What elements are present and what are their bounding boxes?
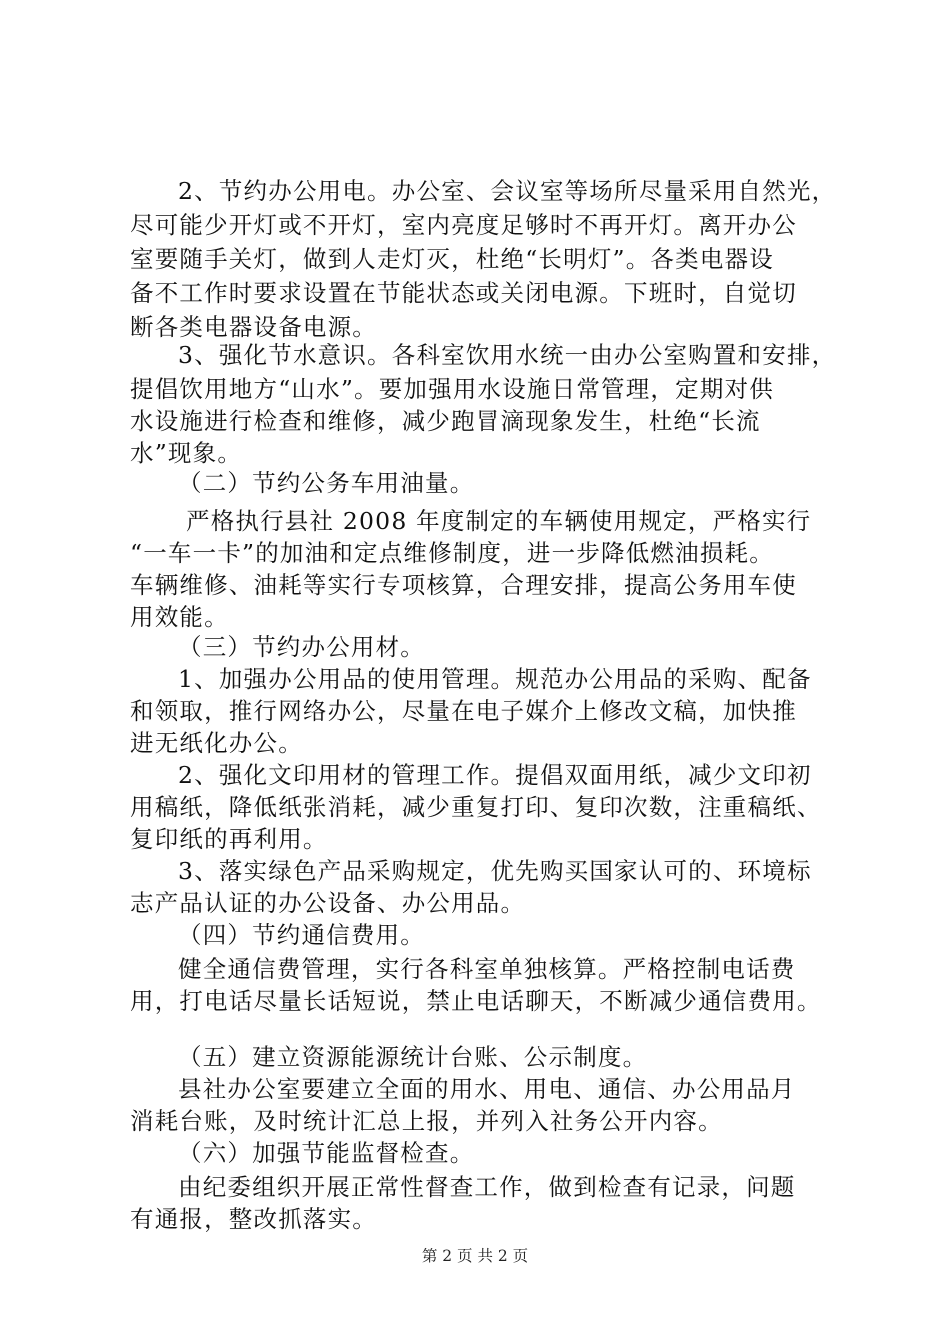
section-heading: （六）加强节能监督检查。 xyxy=(178,1139,475,1167)
paragraph-line: “一车一卡”的加油和定点维修制度，进一步降低燃油损耗。 xyxy=(130,539,774,567)
paragraph-line: 复印纸的再利用。 xyxy=(130,825,328,853)
paragraph-line: 尽可能少开灯或不开灯，室内亮度足够时不再开灯。离开办公 xyxy=(130,211,797,239)
paragraph-line: 志产品认证的办公设备、办公用品。 xyxy=(130,889,526,917)
section-heading: （二）节约公务车用油量。 xyxy=(178,469,475,497)
section-heading: （三）节约办公用材。 xyxy=(178,633,425,661)
paragraph-line: 由纪委组织开展正常性督查工作，做到检查有记录，问题 xyxy=(178,1173,796,1201)
paragraph-line: 备不工作时要求设置在节能状态或关闭电源。下班时，自觉切 xyxy=(130,279,797,307)
paragraph-line: 2、节约办公用电。办公室、会议室等场所尽量采用自然光， xyxy=(178,177,837,205)
section-heading: （四）节约通信费用。 xyxy=(178,921,425,949)
paragraph-line: 1、加强办公用品的使用管理。规范办公用品的采购、配备 xyxy=(178,665,812,693)
paragraph-line: 车辆维修、油耗等实行专项核算，合理安排，提高公务用车使 xyxy=(130,571,797,599)
paragraph-line: 用稿纸，降低纸张消耗，减少重复打印、复印次数，注重稿纸、 xyxy=(130,793,822,821)
paragraph-line: 健全通信费管理，实行各科室单独核算。严格控制电话费 xyxy=(178,955,796,983)
paragraph-line: 2、强化文印用材的管理工作。提倡双面用纸，减少文印初 xyxy=(178,761,812,789)
paragraph-line: 室要随手关灯，做到人走灯灭，杜绝“长明灯”。各类电器设 xyxy=(130,245,774,273)
paragraph-line: 有通报，整改抓落实。 xyxy=(130,1205,377,1233)
paragraph-line: 消耗台账，及时统计汇总上报，并列入社务公开内容。 xyxy=(130,1107,723,1135)
paragraph-line: 提倡饮用地方“山水”。要加强用水设施日常管理，定期对供 xyxy=(130,375,774,403)
paragraph-line: 3、强化节水意识。各科室饮用水统一由办公室购置和安排， xyxy=(178,341,837,369)
section-heading: （五）建立资源能源统计台账、公示制度。 xyxy=(178,1043,648,1071)
paragraph-line: 水设施进行检查和维修，减少跑冒滴现象发生，杜绝“长流 xyxy=(130,407,761,435)
paragraph-line: 用，打电话尽量长话短说，禁止电话聊天，不断减少通信费用。 xyxy=(130,987,822,1015)
page-number-footer: 第 2 页 共 2 页 xyxy=(421,1247,529,1265)
paragraph-line: 水”现象。 xyxy=(130,439,243,467)
paragraph-line: 进无纸化办公。 xyxy=(130,729,303,757)
paragraph-line: 用效能。 xyxy=(130,603,229,631)
paragraph-line: 3、落实绿色产品采购规定，优先购买国家认可的、环境标 xyxy=(178,857,812,885)
paragraph-line: 县社办公室要建立全面的用水、用电、通信、办公用品月 xyxy=(178,1075,796,1103)
paragraph-line: 断各类电器设备电源。 xyxy=(130,313,377,341)
paragraph-line: 和领取，推行网络办公，尽量在电子媒介上修改文稿，加快推 xyxy=(130,697,797,725)
paragraph-line: 严格执行县社 2008 年度制定的车辆使用规定，严格实行 xyxy=(186,507,812,535)
